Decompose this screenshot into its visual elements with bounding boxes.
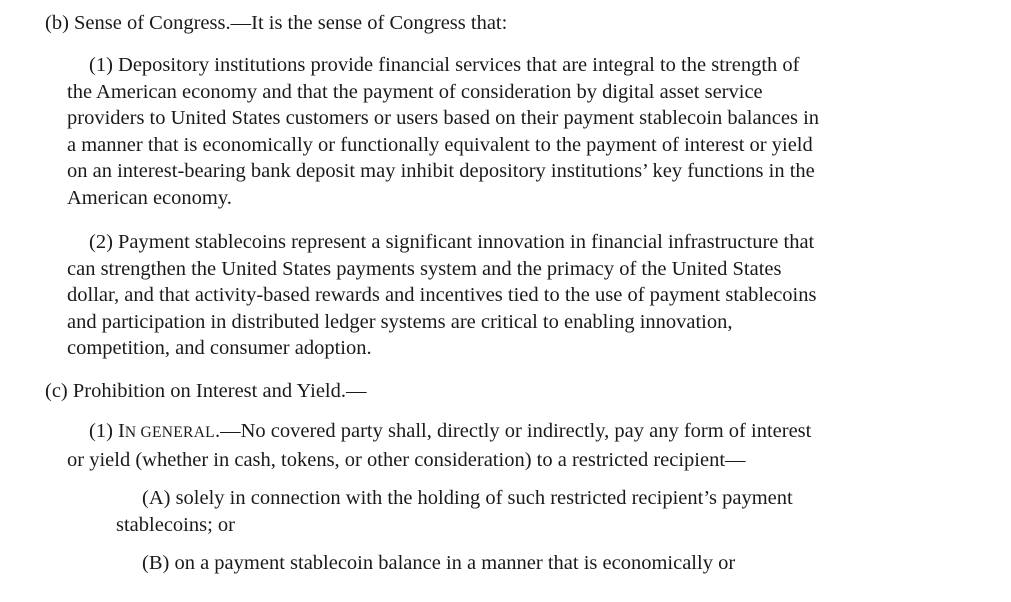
- paragraph-line: and participation in distributed ledger systems are critical to enabling innovation,: [67, 310, 733, 333]
- subparagraph-a: [116, 485, 793, 538]
- paragraph-line: providers to United States customers or users based on their payment stablecoin balances in: [67, 107, 820, 129]
- section-c-paragraph-1: [67, 418, 811, 473]
- section-b-paragraph-1: [67, 52, 819, 211]
- smallcaps-heading: N GENERAL: [124, 424, 215, 441]
- paragraph-prefix: (1) I: [89, 420, 125, 442]
- subparagraph-b: [116, 550, 735, 577]
- paragraph-line: or yield (whether in cash, tokens, or other consideration) to a restricted recipient—: [67, 448, 746, 471]
- section-b-paragraph-2: [67, 229, 816, 362]
- paragraph-line: on an interest-bearing bank deposit may inhibit depository institutions’ key functions in the: [67, 160, 815, 182]
- paragraph-line: competition, and consumer adoption.: [67, 337, 372, 359]
- paragraph-line: a manner that is economically or functionally equivalent to the payment of interest or yield: [67, 133, 813, 156]
- heading-line: (b) Sense of Congress.—It is the sense of Congress that:: [45, 12, 508, 34]
- paragraph-line: can strengthen the United States payments system and the primacy of the United States: [67, 257, 782, 280]
- paragraph-line: (A) solely in connection with the holding of such restricted recipient’s payment: [142, 487, 793, 509]
- paragraph-line: American economy.: [67, 186, 232, 209]
- paragraph-line: dollar, and that activity-based rewards and incentives tied to the use of payment stablecoins: [67, 284, 817, 306]
- paragraph-line: the American economy and that the payment of consideration by digital asset service: [67, 80, 763, 103]
- paragraph-text: .—No covered party shall, directly or indirectly, pay any form of interest: [214, 420, 812, 442]
- paragraph-line: (1) Depository institutions provide financial services that are integral to the strength of: [89, 54, 800, 76]
- paragraph-line: (B) on a payment stablecoin balance in a manner that is economically or: [142, 552, 736, 574]
- heading-line: (c) Prohibition on Interest and Yield.—: [45, 380, 367, 402]
- paragraph-line: stablecoins; or: [116, 513, 235, 536]
- paragraph-line: [67, 418, 811, 447]
- section-b-heading: [45, 10, 507, 37]
- section-c-heading: [45, 378, 366, 405]
- paragraph-line: (2) Payment stablecoins represent a significant innovation in financial infrastructure that: [89, 231, 815, 253]
